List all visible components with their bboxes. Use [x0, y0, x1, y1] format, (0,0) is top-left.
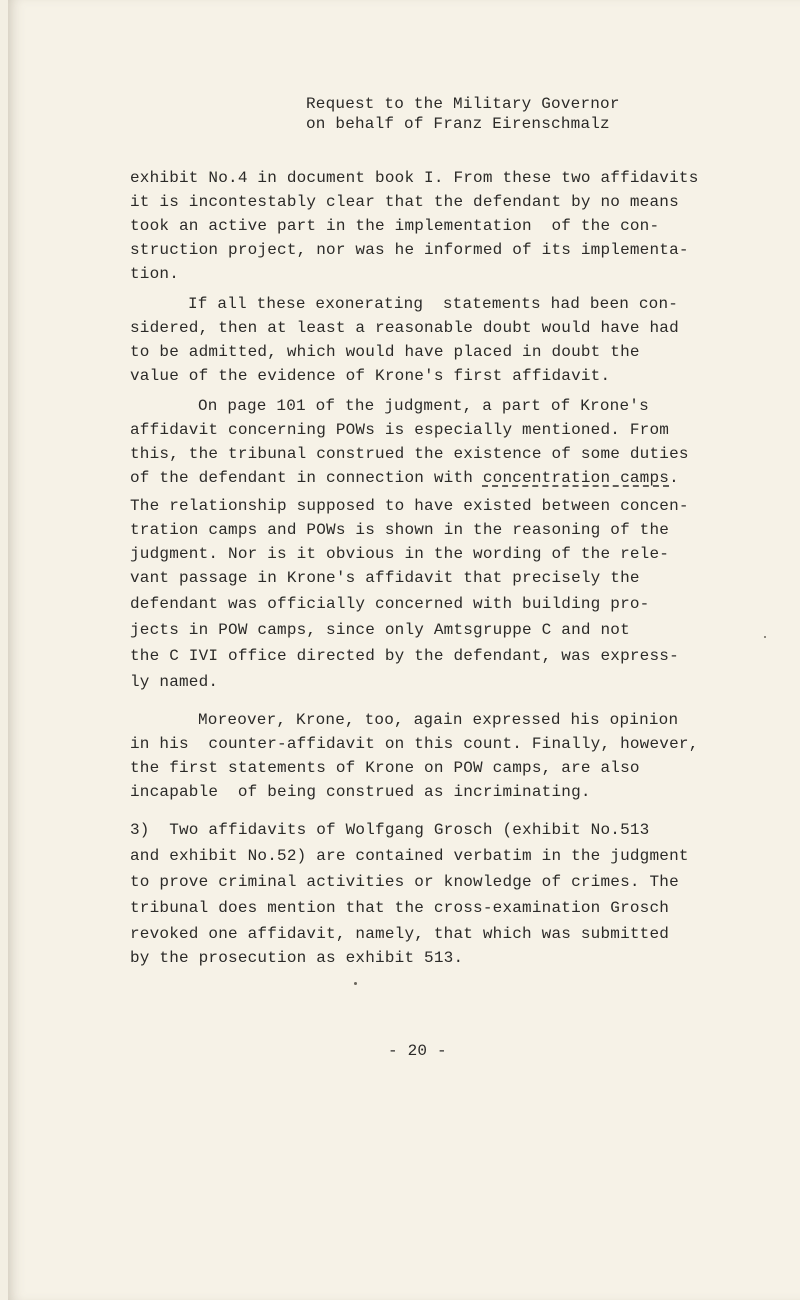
text-line: incapable of being construed as incriminating.: [130, 783, 591, 801]
text-line: it is incontestably clear that the defendant by no means: [130, 193, 679, 211]
text-line: struction project, nor was he informed of its implementa-: [130, 241, 689, 259]
header-line-1: Request to the Military Governor: [306, 95, 620, 113]
text-line: sidered, then at least a reasonable doubt would have had: [130, 319, 679, 337]
header-line-2: on behalf of Franz Eirenschmalz: [306, 115, 610, 133]
text-line: to be admitted, which would have placed in doubt the: [130, 343, 640, 361]
paper-speck: [764, 636, 766, 638]
text-line: tion.: [130, 265, 180, 283]
text-line: this, the tribunal construed the existence of some duties: [130, 445, 689, 463]
text-line: took an active part in the implementation of the con-: [130, 217, 660, 235]
text-line: [130, 468, 679, 488]
text-line: jects in POW camps, since only Amtsgruppe C and not: [130, 621, 630, 639]
text-line: tration camps and POWs is shown in the reasoning of the: [130, 521, 670, 539]
text-line: On page 101 of the judgment, a part of Krone's: [198, 397, 649, 415]
text-line: to prove criminal activities or knowledge of crimes. The: [130, 873, 679, 891]
text-fragment: of the defendant in connection with: [130, 469, 483, 487]
paper-speck: [354, 982, 357, 985]
text-line: the first statements of Krone on POW camps, are also: [130, 759, 640, 777]
document-page: [8, 0, 800, 1300]
text-line: Moreover, Krone, too, again expressed his opinion: [198, 711, 679, 729]
text-line: defendant was officially concerned with building pro-: [130, 595, 650, 613]
text-line: ly named.: [130, 673, 219, 691]
text-line: vant passage in Krone's affidavit that precisely the: [130, 569, 640, 587]
text-line: by the prosecution as exhibit 513.: [130, 949, 464, 967]
document-header: [306, 94, 620, 134]
text-line: revoked one affidavit, namely, that which was submitted: [130, 925, 670, 943]
text-line: exhibit No.4 in document book I. From these two affidavits: [130, 169, 699, 187]
text-line: 3) Two affidavits of Wolfgang Grosch (exhibit No.513: [130, 821, 650, 839]
page-number: - 20 -: [388, 1042, 447, 1060]
text-line: value of the evidence of Krone's first affidavit.: [130, 367, 611, 385]
underlined-phrase: concentration camps: [482, 469, 670, 487]
text-line: affidavit concerning POWs is especially mentioned. From: [130, 421, 670, 439]
text-fragment: .: [669, 469, 679, 487]
text-line: If all these exonerating statements had been con-: [188, 295, 679, 313]
text-line: The relationship supposed to have existed between concen-: [130, 497, 689, 515]
text-line: in his counter-affidavit on this count. Finally, however,: [130, 735, 699, 753]
text-line: and exhibit No.52) are contained verbatim in the judgment: [130, 847, 689, 865]
text-line: judgment. Nor is it obvious in the wording of the rele-: [130, 545, 670, 563]
text-line: tribunal does mention that the cross-examination Grosch: [130, 899, 670, 917]
text-line: the C IVI office directed by the defendant, was express-: [130, 647, 679, 665]
